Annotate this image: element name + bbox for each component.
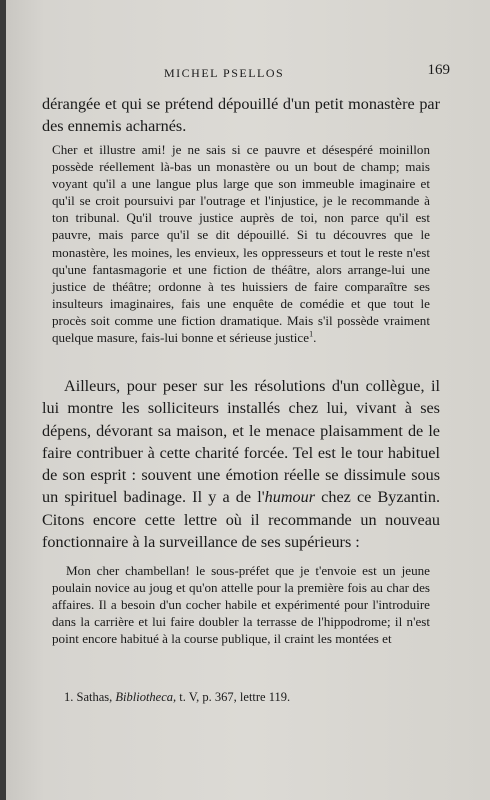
main-paragraph-part-2: chez ce Byzantin. Citons encore cette lettre où il recommande un nouveau fonctionnaire à la surveillance de ses supérieurs : <box>42 488 440 552</box>
main-paragraph <box>42 375 440 553</box>
footnote-author: Sathas, <box>76 690 113 704</box>
footnote <box>64 690 444 705</box>
footnote-number: 1. <box>64 690 74 704</box>
letter-one-text: Cher et illustre ami! je ne sais si ce pauvre et désespéré moinillon possède réellement là-bas un monastère ou un bout de champ; mais voyant qu'il a une langue plus large que son immeuble imaginaire et qu'il se croit poursuivi par l'outrage et l'injustice, je le recommande à ton tribunal. Qu'il trouve justice auprès de toi, non parce qu'il est pauvre, mais parce qu'il se dit dépouillé. Si tu découvres que le monastère, les moines, les envieux, les oppresseurs et tout le reste n'est qu'une fantasmagorie et une fiction de théâtre, alors arrange-lui une justice de théâtre; ordonne à tes huissiers de faire comparaître ses insulteurs imaginaires, fais une enquête de comédie et que tout le procès soit comme une fiction dramatique. Mais s'il possède vraiment quelque masure, fais-lui bonne et sérieuse justice <box>52 142 430 346</box>
running-title: MICHEL PSELLOS <box>164 66 285 80</box>
letter-one-end: . <box>313 330 317 346</box>
footnote-title: Bibliotheca, <box>115 690 177 704</box>
italic-humour: humour <box>264 488 316 507</box>
letter-quote-two: Mon cher chambellan! le sous-préfet que je t'envoie est un jeune poulain novice au joug et qu'on attelle pour la première fois au char des affaires. Il a besoin d'un cocher habile et expérimenté pour l'introduire dans la carrière et lui faire doubler la terrasse de l'hippodrome; il n'est point encore habitué à la course publique, il craint les montées et <box>52 563 430 647</box>
book-page <box>6 0 490 800</box>
opening-paragraph: dérangée et qui se prétend dépouillé d'un petit monastère par des ennemis acharnés. <box>42 95 440 136</box>
page-header <box>46 62 450 82</box>
footnote-reference: 1 <box>309 329 314 339</box>
letter-quote-one <box>52 141 430 346</box>
page-number: 169 <box>427 62 450 78</box>
footnote-details: t. V, p. 367, lettre 119. <box>179 690 291 704</box>
main-paragraph-part-1: Ailleurs, pour peser sur les résolutions d'un collègue, il lui montre les solliciteurs installés chez lui, vivant à ses dépens, dévorant sa maison, et le menace plaisamment de le faire contribuer à cette charité forcée. Tel est le tour habituel de son esprit : souvent une émotion réelle se dissimule sous un spirituel badinage. Il y a de l' <box>42 377 440 507</box>
